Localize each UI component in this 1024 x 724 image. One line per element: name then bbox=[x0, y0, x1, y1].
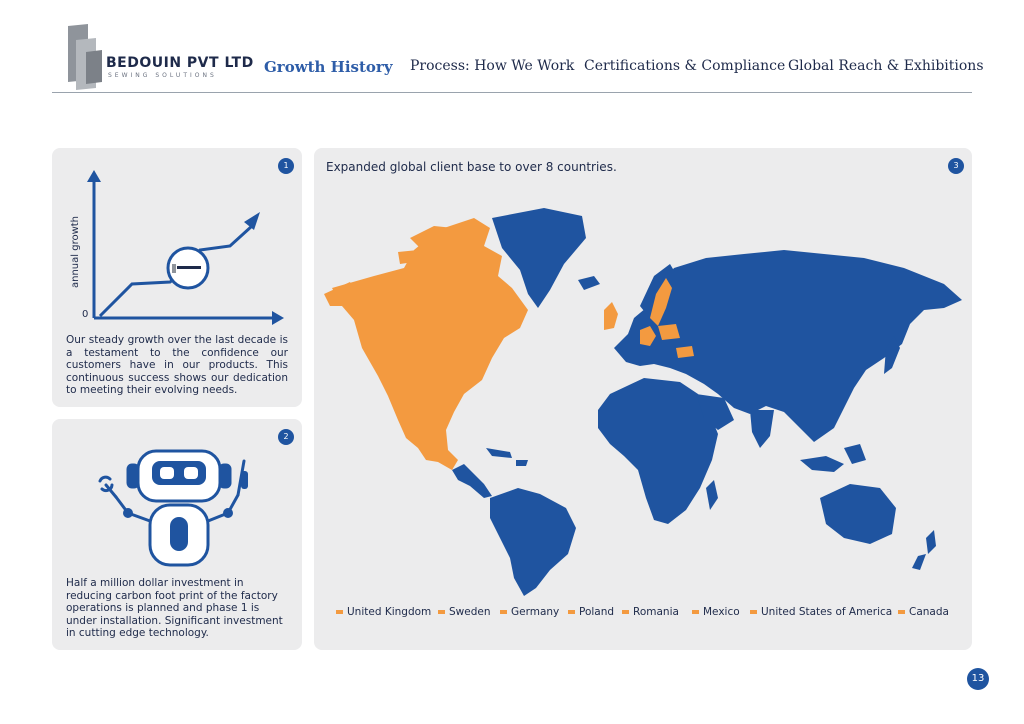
nav-process[interactable]: Process: How We Work bbox=[410, 58, 575, 74]
nav-certifications[interactable]: Certifications & Compliance bbox=[584, 58, 786, 74]
uk-shape bbox=[604, 302, 618, 330]
new-zealand-shape bbox=[912, 530, 936, 570]
map-legend bbox=[336, 606, 956, 622]
caribbean-shape bbox=[486, 448, 528, 466]
y-axis-label: annual growth bbox=[70, 215, 81, 288]
legend-item: Romania bbox=[622, 606, 679, 618]
robot-icon bbox=[94, 441, 264, 571]
legend-item: United Kingdom bbox=[336, 606, 431, 618]
growth-chart-icon bbox=[70, 168, 290, 328]
romania-shape bbox=[676, 346, 694, 358]
main-nav bbox=[0, 58, 1024, 82]
nav-global-reach[interactable]: Global Reach & Exhibitions bbox=[788, 58, 984, 74]
legend-item: United States of America bbox=[750, 606, 892, 618]
iceland-shape bbox=[578, 276, 600, 290]
legend-item: Mexico bbox=[692, 606, 740, 618]
growth-description: Our steady growth over the last decade is a testament to the confidence our customers have in our products. This continuous success shows our dedication to meeting their evolving needs. bbox=[66, 334, 288, 396]
card-number-badge: 2 bbox=[278, 429, 294, 445]
investment-description: Half a million dollar investment in reducing carbon foot print of the factory operations is planned and phase 1 is under installation. Significant investment in cutting edge technology. bbox=[66, 577, 283, 639]
growth-card bbox=[52, 148, 302, 407]
south-america-shape bbox=[490, 488, 576, 596]
legend-item: Canada bbox=[898, 606, 949, 618]
legend-item: Germany bbox=[500, 606, 559, 618]
se-asia-islands-shape bbox=[800, 444, 866, 472]
origin-label: 0 bbox=[82, 309, 89, 320]
world-map bbox=[314, 198, 972, 598]
header-divider bbox=[52, 92, 972, 93]
company-tagline: SEWING SOLUTIONS bbox=[108, 72, 217, 79]
north-america-shape bbox=[332, 218, 528, 470]
company-name: BEDOUIN PVT LTD bbox=[106, 55, 254, 71]
legend-item: Sweden bbox=[438, 606, 491, 618]
global-reach-card bbox=[314, 148, 972, 650]
map-title: Expanded global client base to over 8 countries. bbox=[326, 160, 617, 174]
card-number-badge: 1 bbox=[278, 158, 294, 174]
investment-card bbox=[52, 419, 302, 650]
australia-shape bbox=[820, 484, 896, 544]
india-shape bbox=[750, 410, 774, 448]
card-number-badge: 3 bbox=[948, 158, 964, 174]
page-number-badge: 13 bbox=[967, 668, 989, 690]
legend-item: Poland bbox=[568, 606, 614, 618]
madagascar-shape bbox=[706, 480, 718, 510]
nav-growth-history[interactable]: Growth History bbox=[264, 58, 393, 76]
central-america-shape bbox=[452, 464, 492, 498]
